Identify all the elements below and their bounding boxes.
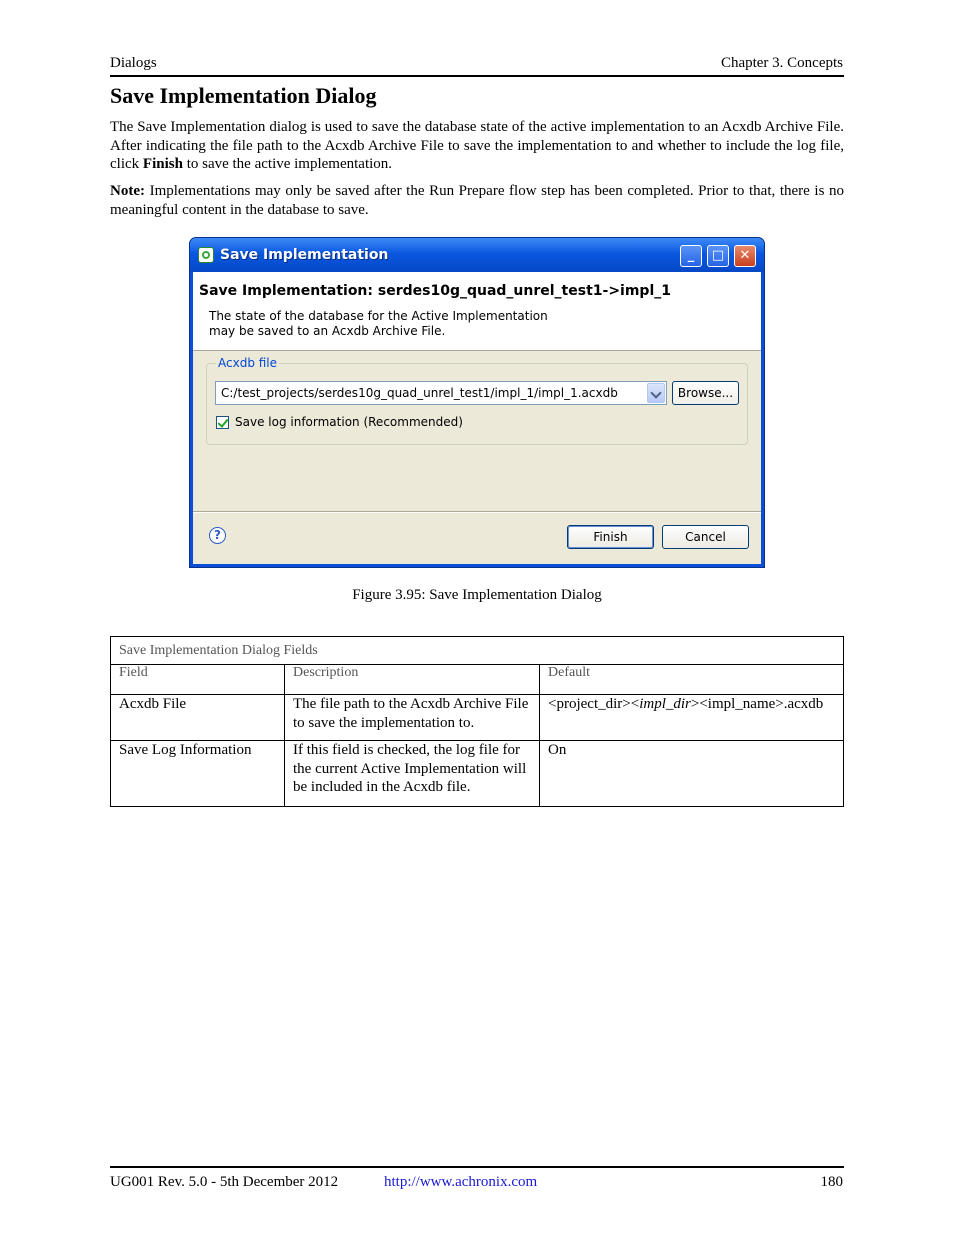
file-path-value: C:/test_projects/serdes10g_quad_unrel_test1/impl_1/impl_1.acxdb xyxy=(221,386,618,400)
dialog-titlebar[interactable] xyxy=(190,238,764,272)
browse-button[interactable]: Browse... xyxy=(672,381,739,405)
cell-description: If this field is checked, the log file for the current Active Implementation will be included in the Acxdb file. xyxy=(285,741,540,807)
running-header-section: Dialogs xyxy=(110,55,157,71)
dialog-title: Save Implementation xyxy=(220,247,389,263)
footer-rule xyxy=(110,1166,844,1168)
finish-button[interactable]: Finish xyxy=(567,525,654,549)
cell-field: Save Log Information xyxy=(111,741,285,807)
section-title: Save Implementation Dialog xyxy=(110,83,377,108)
acxdb-file-group xyxy=(206,356,748,445)
intro-paragraph xyxy=(110,118,844,174)
chevron-down-icon xyxy=(650,387,661,398)
save-log-checkbox[interactable] xyxy=(216,416,229,429)
footer-revision: UG001 Rev. 5.0 - 5th December 2012 xyxy=(110,1174,339,1190)
note-paragraph xyxy=(110,182,844,219)
file-path-combo[interactable] xyxy=(215,381,667,405)
default-part-c: ><impl_name>.acxdb xyxy=(690,696,824,712)
intro-text-start: The Save Implementation dialog is used to save the database state of the active implementation to an Acxdb Archive File. After indicating the file path to the Acxdb Archive File to save the implementation to and whether to include the log file, click xyxy=(110,119,844,172)
header-rule xyxy=(110,75,844,77)
column-header-description: Description xyxy=(285,665,540,695)
default-part-b: impl_dir xyxy=(639,696,691,712)
cell-description: The file path to the Acxdb Archive File to save the implementation to. xyxy=(285,695,540,741)
cell-default xyxy=(540,695,844,741)
default-part-a: <project_dir>< xyxy=(548,696,640,712)
cell-default: On xyxy=(540,741,844,807)
footer-website-link[interactable]: http://www.achronix.com xyxy=(384,1174,538,1190)
app-icon xyxy=(198,247,214,263)
running-header-chapter: Chapter 3. Concepts xyxy=(720,55,843,71)
save-implementation-dialog xyxy=(189,237,765,568)
figure-caption: Figure 3.95: Save Implementation Dialog xyxy=(352,587,602,603)
save-log-label[interactable]: Save log information (Recommended) xyxy=(235,415,463,429)
column-header-field: Field xyxy=(111,665,285,695)
banner-title: Save Implementation: serdes10g_quad_unrel_test1->impl_1 xyxy=(199,283,671,299)
fields-table xyxy=(110,636,844,807)
note-text: Implementations may only be saved after the Run Prepare flow step has been completed. Prior to that, there is no meaningful content in the database to save. xyxy=(110,183,844,218)
intro-text-end: to save the active implementation. xyxy=(182,156,393,172)
table-caption: Save Implementation Dialog Fields xyxy=(111,637,844,665)
table-row xyxy=(111,741,844,807)
cancel-button[interactable]: Cancel xyxy=(662,525,749,549)
page-number: 180 xyxy=(820,1174,843,1190)
cell-field: Acxdb File xyxy=(111,695,285,741)
dialog-banner xyxy=(193,272,761,351)
maximize-icon[interactable]: □ xyxy=(707,245,729,267)
intro-finish-bold: Finish xyxy=(142,156,183,172)
help-icon[interactable]: ? xyxy=(209,527,226,544)
table-row xyxy=(111,695,844,741)
minimize-icon[interactable]: _ xyxy=(680,245,702,267)
note-label: Note: xyxy=(110,183,145,199)
banner-description: The state of the database for the Active Implementation may be saved to an Acxdb Archive File. xyxy=(209,309,548,338)
column-header-default: Default xyxy=(540,665,844,695)
acxdb-file-group-label: Acxdb file xyxy=(218,356,278,370)
button-separator xyxy=(193,511,761,513)
dialog-client-area xyxy=(193,272,761,564)
combo-dropdown-button[interactable] xyxy=(647,383,665,403)
close-icon[interactable]: ✕ xyxy=(734,245,756,267)
